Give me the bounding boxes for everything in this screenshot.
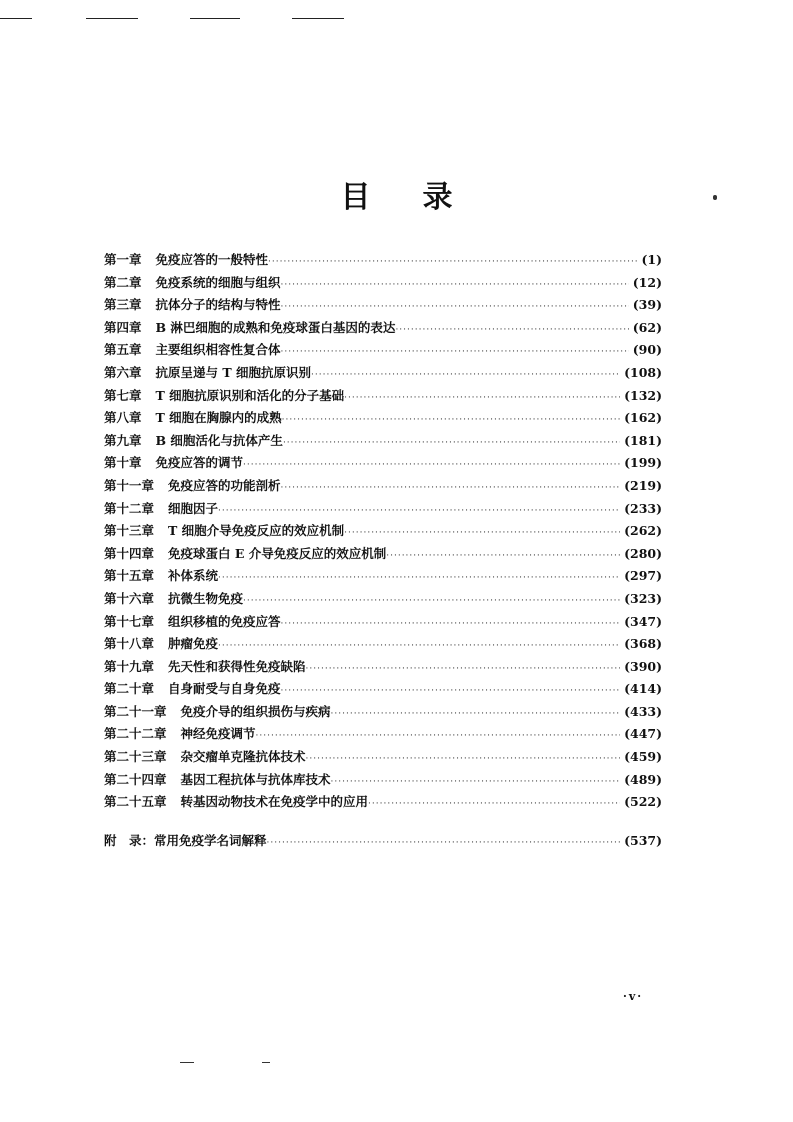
chapter-title: 补体系统 xyxy=(168,568,219,584)
toc-entry[interactable] xyxy=(104,250,662,273)
toc-entry[interactable] xyxy=(104,521,662,544)
chapter-title: T 细胞抗原识别和活化的分子基础 xyxy=(155,387,345,403)
leader-dots xyxy=(283,438,620,448)
chapter-number: 第十四章 xyxy=(104,545,155,561)
chapter-title: 免疫应答的调节 xyxy=(155,455,244,471)
chapter-number: 第二十五章 xyxy=(104,794,167,810)
chapter-number: 第二章 xyxy=(104,274,142,290)
chapter-number: 第十一章 xyxy=(104,477,155,493)
chapter-number: 第三章 xyxy=(104,297,142,313)
scan-mark xyxy=(190,18,240,19)
scan-mark xyxy=(292,18,344,19)
chapter-title: 先天性和获得性免疫缺陷 xyxy=(168,658,306,674)
page-number: (522) xyxy=(624,794,662,810)
chapter-title: 免疫应答的一般特性 xyxy=(155,252,269,267)
leader-dots xyxy=(395,325,628,335)
chapter-title: 抗原呈递与 T 细胞抗原识别 xyxy=(155,364,312,380)
chapter-number: 第四章 xyxy=(104,319,142,335)
leader-dots xyxy=(281,302,629,312)
chapter-title: 主要组织相容性复合体 xyxy=(155,342,281,358)
chapter-title: T 细胞介导免疫反应的效应机制 xyxy=(168,523,345,539)
page-number: (132) xyxy=(624,387,662,403)
chapter-number: 第七章 xyxy=(104,387,142,403)
leader-dots xyxy=(243,460,620,470)
toc-entry[interactable] xyxy=(104,273,662,296)
page-number: (108) xyxy=(624,364,662,380)
title-char-right: 录 xyxy=(422,180,453,215)
leader-dots xyxy=(281,347,629,357)
page-number: (233) xyxy=(624,500,662,516)
table-of-contents xyxy=(104,250,662,853)
page-number: (62) xyxy=(632,319,662,335)
chapter-title: 免疫球蛋白 E 介导免疫反应的效应机制 xyxy=(168,545,387,561)
page-number: (90) xyxy=(632,342,662,358)
page-number: (347) xyxy=(624,613,662,629)
chapter-title: 免疫应答的功能剖析 xyxy=(168,477,281,493)
toc-entry[interactable] xyxy=(104,340,662,363)
chapter-title: 自身耐受与自身免疫 xyxy=(168,681,281,697)
toc-entry[interactable] xyxy=(104,724,662,747)
chapter-number: 第九章 xyxy=(104,432,142,448)
page-number: (447) xyxy=(624,726,662,742)
toc-entry[interactable] xyxy=(104,386,662,409)
chapter-title: 抗微生物免疫 xyxy=(168,590,244,606)
leader-dots xyxy=(281,686,621,696)
chapter-number: 第十五章 xyxy=(104,568,155,584)
chapter-number: 第十章 xyxy=(104,455,142,471)
chapter-number: 第二十一章 xyxy=(104,703,167,719)
toc-entry[interactable] xyxy=(104,679,662,702)
chapter-number: 第五章 xyxy=(104,342,142,358)
leader-dots xyxy=(344,393,620,403)
toc-entry[interactable] xyxy=(104,544,662,567)
appendix-title: 常用免疫学名词解释 xyxy=(154,832,267,848)
page-number: (280) xyxy=(624,545,662,561)
toc-entry[interactable] xyxy=(104,431,662,454)
chapter-title: 细胞因子 xyxy=(168,500,219,516)
toc-entry[interactable] xyxy=(104,476,662,499)
page-number: (199) xyxy=(624,455,662,471)
toc-entry[interactable] xyxy=(104,770,662,793)
toc-entry[interactable] xyxy=(104,453,662,476)
page-number: (39) xyxy=(632,297,662,313)
leader-dots xyxy=(282,415,620,425)
toc-entry[interactable] xyxy=(104,499,662,522)
leader-dots xyxy=(218,573,620,583)
chapter-number: 第十二章 xyxy=(104,500,155,516)
chapter-number: 第十九章 xyxy=(104,658,155,674)
leader-dots xyxy=(218,641,620,651)
toc-entry[interactable] xyxy=(104,747,662,770)
scan-speck xyxy=(262,1062,270,1063)
page-number: (262) xyxy=(624,523,662,539)
chapter-title: 组织移植的免疫应答 xyxy=(168,613,281,629)
page-title xyxy=(0,172,793,216)
chapter-number: 第六章 xyxy=(104,364,142,380)
leader-dots xyxy=(281,619,621,629)
appendix-label: 附 录： xyxy=(104,832,155,848)
page-number: (323) xyxy=(624,590,662,606)
leader-dots xyxy=(306,664,621,674)
toc-entry[interactable] xyxy=(104,702,662,725)
leader-dots xyxy=(267,838,621,848)
chapter-number: 第十三章 xyxy=(104,523,155,539)
leader-dots xyxy=(256,731,621,741)
scan-mark xyxy=(0,18,32,19)
scan-mark xyxy=(86,18,138,19)
scan-speck xyxy=(180,1062,194,1063)
chapter-title: B 淋巴细胞的成熟和免疫球蛋白基因的表达 xyxy=(155,319,396,335)
page-number: (162) xyxy=(624,410,662,426)
chapter-title: 杂交瘤单克隆抗体技术 xyxy=(180,749,306,765)
chapter-number: 第二十三章 xyxy=(104,749,167,765)
chapter-number: 第十八章 xyxy=(104,636,155,652)
leader-dots xyxy=(306,754,621,764)
leader-dots xyxy=(268,257,637,267)
leader-dots xyxy=(331,777,621,787)
title-char-left: 目 xyxy=(340,180,371,215)
page-number: (459) xyxy=(624,749,662,765)
chapter-number: 第八章 xyxy=(104,410,142,426)
leader-dots xyxy=(311,370,620,380)
chapter-title: 基因工程抗体与抗体库技术 xyxy=(180,771,331,787)
page-number: (414) xyxy=(624,681,662,697)
chapter-number: 第二十二章 xyxy=(104,726,167,742)
page-number: (368) xyxy=(624,636,662,652)
chapter-number: 第十六章 xyxy=(104,590,155,606)
leader-dots xyxy=(218,506,620,516)
page-number: (181) xyxy=(624,432,662,448)
toc-entry[interactable] xyxy=(104,634,662,657)
leader-dots xyxy=(281,280,629,290)
page-number: (489) xyxy=(624,771,662,787)
chapter-title: 抗体分子的结构与特性 xyxy=(155,297,281,313)
leader-dots xyxy=(344,528,620,538)
leader-dots xyxy=(386,551,620,561)
chapter-title: 免疫介导的组织损伤与疾病 xyxy=(180,703,331,719)
leader-dots xyxy=(243,596,620,606)
page-number: (433) xyxy=(624,703,662,719)
toc-entry[interactable] xyxy=(104,408,662,431)
page-folio: ·v· xyxy=(623,990,644,1003)
page-number: (537) xyxy=(624,832,662,848)
chapter-title: 免疫系统的细胞与组织 xyxy=(155,274,281,290)
page-number: (1) xyxy=(641,252,662,267)
toc-appendix-entry[interactable] xyxy=(104,831,662,854)
toc-entry[interactable] xyxy=(104,295,662,318)
toc-entry[interactable] xyxy=(104,792,662,815)
leader-dots xyxy=(331,709,621,719)
chapter-number: 第十七章 xyxy=(104,613,155,629)
chapter-title: B 细胞活化与抗体产生 xyxy=(155,432,283,448)
toc-entry[interactable] xyxy=(104,612,662,635)
chapter-title: 肿瘤免疫 xyxy=(168,636,219,652)
page-number: (12) xyxy=(632,274,662,290)
toc-entry[interactable] xyxy=(104,589,662,612)
toc-entry[interactable] xyxy=(104,318,662,341)
toc-entry[interactable] xyxy=(104,657,662,680)
page-number: (390) xyxy=(624,658,662,674)
leader-dots xyxy=(368,799,620,809)
page-number: (219) xyxy=(624,477,662,493)
leader-dots xyxy=(281,483,621,493)
chapter-title: 神经免疫调节 xyxy=(180,726,256,742)
toc-entry[interactable] xyxy=(104,363,662,386)
chapter-title: 转基因动物技术在免疫学中的应用 xyxy=(180,794,369,810)
chapter-number: 第二十四章 xyxy=(104,771,167,787)
page-number: (297) xyxy=(624,568,662,584)
toc-entry[interactable] xyxy=(104,566,662,589)
chapter-number: 第二十章 xyxy=(104,681,155,697)
chapter-title: T 细胞在胸腺内的成熟 xyxy=(155,410,282,426)
chapter-number: 第一章 xyxy=(104,252,142,267)
